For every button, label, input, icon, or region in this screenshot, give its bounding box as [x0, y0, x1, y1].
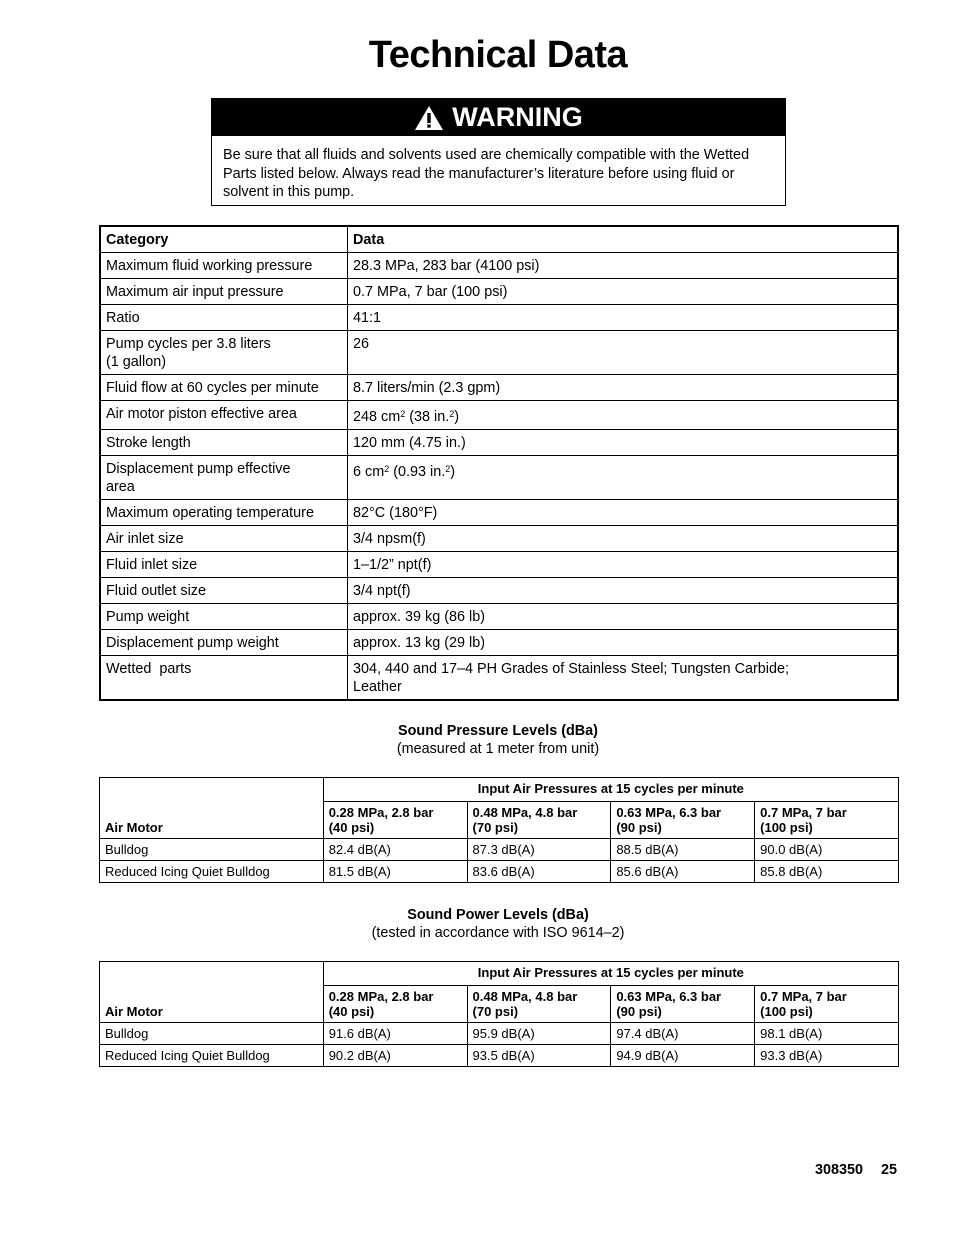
data-cell: 26 [348, 331, 899, 375]
data-cell: 41:1 [348, 305, 899, 331]
column-header-line: (70 psi) [472, 1004, 519, 1019]
table-row [100, 1045, 899, 1067]
table-row [100, 331, 898, 375]
table-row [100, 630, 898, 656]
page-footer [815, 1162, 897, 1178]
data-text: 6 cm [353, 464, 385, 480]
data-cell: 120 mm (4.75 in.) [348, 430, 899, 456]
sound-power-caption [0, 906, 954, 942]
value-cell: 83.6 dB(A) [467, 861, 611, 883]
warning-text: Be sure that all fluids and solvents used are chemically compatible with the Wetted Parts listed below. Always read the manufacturer’s literature before using fluid or solvent in this pump. [223, 147, 750, 200]
superscript: 2 [445, 464, 451, 474]
table-row [100, 456, 898, 500]
table-row [100, 526, 898, 552]
warning-label: WARNING [452, 102, 583, 132]
category-cell: Pump weight [100, 604, 348, 630]
column-header-line: (40 psi) [328, 1004, 375, 1019]
data-cell [348, 401, 899, 430]
header-data: Data [348, 226, 899, 253]
motor-cell: Bulldog [100, 1023, 324, 1045]
column-header-line: 0.28 MPa, 2.8 bar [328, 989, 434, 1004]
table-row [100, 279, 898, 305]
sound-pressure-caption [0, 722, 954, 758]
column-header [755, 802, 899, 839]
category-line: area [106, 479, 135, 495]
data-line: 304, 440 and 17–4 PH Grades of Stainless Steel; Tungsten Carbide; [353, 661, 789, 677]
table-row [100, 1023, 899, 1045]
value-cell: 85.8 dB(A) [755, 861, 899, 883]
category-line: (1 gallon) [106, 354, 166, 370]
value-cell: 91.6 dB(A) [323, 1023, 467, 1045]
value-cell: 85.6 dB(A) [611, 861, 755, 883]
data-text: ) [450, 464, 456, 480]
motor-cell: Reduced Icing Quiet Bulldog [100, 861, 324, 883]
data-cell: approx. 39 kg (86 lb) [348, 604, 899, 630]
column-header-line: (90 psi) [616, 1004, 662, 1019]
value-cell: 90.2 dB(A) [323, 1045, 467, 1067]
sound-pressure-subtitle: (measured at 1 meter from unit) [396, 741, 600, 757]
table-header-row [100, 226, 898, 253]
value-cell: 88.5 dB(A) [611, 839, 755, 861]
table-row [100, 430, 898, 456]
superscript: 2 [384, 464, 390, 474]
column-header [323, 986, 467, 1023]
data-cell [348, 656, 899, 701]
sound-power-subtitle: (tested in accordance with ISO 9614–2) [371, 925, 625, 941]
column-header-line: 0.63 MPa, 6.3 bar [616, 805, 722, 820]
column-header [755, 986, 899, 1023]
sound-power-title: Sound Power Levels (dBa) [407, 907, 589, 923]
column-header-line: (70 psi) [472, 820, 519, 835]
column-header-line: (40 psi) [328, 820, 375, 835]
value-cell: 82.4 dB(A) [323, 839, 467, 861]
superscript: 2 [400, 409, 406, 419]
value-cell: 81.5 dB(A) [323, 861, 467, 883]
category-cell: Fluid inlet size [100, 552, 348, 578]
input-air-pressures-header: Input Air Pressures at 15 cycles per minute [323, 778, 898, 802]
category-cell: Stroke length [100, 430, 348, 456]
category-cell: Maximum operating temperature [100, 500, 348, 526]
category-line: Pump cycles per 3.8 liters [106, 336, 271, 352]
motor-cell: Bulldog [100, 839, 324, 861]
data-line: Leather [353, 679, 402, 695]
table-row [100, 861, 899, 883]
page-number: 25 [880, 1162, 897, 1178]
category-cell: Fluid flow at 60 cycles per minute [100, 375, 348, 401]
motor-cell: Reduced Icing Quiet Bulldog [100, 1045, 324, 1067]
document-number: 308350 [814, 1162, 863, 1178]
column-header-line: 0.7 MPa, 7 bar [760, 989, 847, 1004]
warning-box [211, 98, 786, 206]
column-header-line: 0.48 MPa, 4.8 bar [472, 989, 578, 1004]
table-row [100, 656, 898, 701]
category-cell: Ratio [100, 305, 348, 331]
column-header [323, 802, 467, 839]
table-row [100, 375, 898, 401]
value-cell: 93.5 dB(A) [467, 1045, 611, 1067]
table-row [100, 604, 898, 630]
column-header [611, 986, 755, 1023]
table-row [100, 401, 898, 430]
column-header [467, 986, 611, 1023]
category-cell [100, 331, 348, 375]
superscript: 2 [449, 409, 455, 419]
warning-triangle-icon [414, 105, 444, 131]
data-cell: 0.7 MPa, 7 bar (100 psi) [348, 279, 899, 305]
sound-pressure-table [99, 777, 899, 883]
category-cell: Air motor piston effective area [100, 401, 348, 430]
column-header-line: (100 psi) [760, 820, 813, 835]
table-header-row [100, 778, 899, 802]
category-cell: Fluid outlet size [100, 578, 348, 604]
column-header-line: 0.7 MPa, 7 bar [760, 805, 847, 820]
sound-pressure-title: Sound Pressure Levels (dBa) [398, 723, 598, 739]
category-cell: Maximum fluid working pressure [100, 253, 348, 279]
page-title: Technical Data [368, 34, 628, 76]
category-cell: Displacement pump weight [100, 630, 348, 656]
table-row [100, 552, 898, 578]
table-header-row [100, 962, 899, 986]
technical-data-table [99, 225, 899, 701]
value-cell: 87.3 dB(A) [467, 839, 611, 861]
value-cell: 95.9 dB(A) [467, 1023, 611, 1045]
sound-power-table [99, 961, 899, 1067]
value-cell: 94.9 dB(A) [611, 1045, 755, 1067]
category-cell [100, 456, 348, 500]
data-cell [348, 456, 899, 500]
value-cell: 97.4 dB(A) [611, 1023, 755, 1045]
column-header-line: (90 psi) [616, 820, 662, 835]
value-cell: 93.3 dB(A) [755, 1045, 899, 1067]
data-cell: 8.7 liters/min (2.3 gpm) [348, 375, 899, 401]
data-text: ) [454, 409, 460, 425]
column-header-line: (100 psi) [760, 1004, 813, 1019]
header-category: Category [100, 226, 348, 253]
table-row [100, 839, 899, 861]
table-row [100, 253, 898, 279]
data-text: (38 in. [405, 409, 450, 425]
value-cell: 90.0 dB(A) [755, 839, 899, 861]
value-cell: 98.1 dB(A) [755, 1023, 899, 1045]
warning-header [212, 99, 785, 136]
column-header-line: 0.28 MPa, 2.8 bar [328, 805, 434, 820]
table-row [100, 305, 898, 331]
input-air-pressures-header: Input Air Pressures at 15 cycles per minute [323, 962, 898, 986]
category-cell: Air inlet size [100, 526, 348, 552]
data-cell: 3/4 npt(f) [348, 578, 899, 604]
data-cell: 1–1/2” npt(f) [348, 552, 899, 578]
data-cell: 3/4 npsm(f) [348, 526, 899, 552]
data-text: 248 cm [353, 409, 401, 425]
table-row [100, 500, 898, 526]
category-cell: Maximum air input pressure [100, 279, 348, 305]
category-cell: Wetted parts [100, 656, 348, 701]
column-header [611, 802, 755, 839]
column-header [467, 802, 611, 839]
data-cell: 28.3 MPa, 283 bar (4100 psi) [348, 253, 899, 279]
air-motor-header: Air Motor [100, 962, 324, 1023]
table-row [100, 578, 898, 604]
data-cell: approx. 13 kg (29 lb) [348, 630, 899, 656]
data-text: (0.93 in. [389, 464, 446, 480]
category-line: Displacement pump effective [106, 461, 291, 477]
column-header-line: 0.63 MPa, 6.3 bar [616, 989, 722, 1004]
air-motor-header: Air Motor [100, 778, 324, 839]
column-header-line: 0.48 MPa, 4.8 bar [472, 805, 578, 820]
data-cell: 82°C (180°F) [348, 500, 899, 526]
